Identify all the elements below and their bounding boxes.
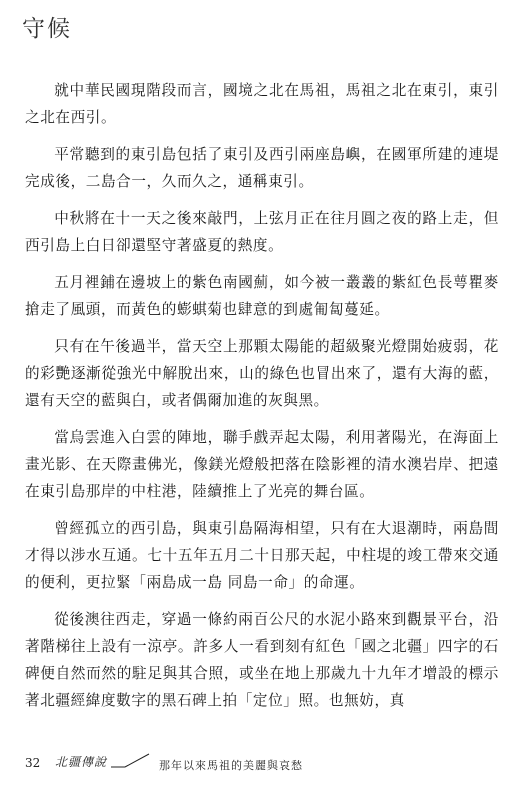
series-logo-text: 北疆傳說 bbox=[55, 755, 108, 769]
paragraph: 五月裡鋪在邊坡上的紫色南國薊，如今被一叢叢的紫紅色長萼瞿麥搶走了風頭，而黃色的蟛蜞菊也肆意的到處匍匐蔓延。 bbox=[25, 274, 499, 318]
paragraph: 只有在午後過半，當天空上那顆太陽能的超級聚光燈開始疲弱，花的彩艷逐漸從強光中解脫出來，山的綠色也冒出來了，還有大海的藍，還有天空的藍與白，或者偶爾加進的灰與黑。 bbox=[25, 338, 499, 409]
paragraph: 當烏雲進入白雲的陣地，聯手戲弄起太陽，利用著陽光，在海面上畫光影、在天際畫佛光，像鎂光燈般把落在陰影裡的清水澳岩岸、把遠在東引島那岸的中柱港，陸續推上了光亮的舞台區。 bbox=[25, 429, 499, 500]
body-text bbox=[25, 77, 499, 724]
paragraph: 從後澳往西走，穿過一條約兩百公尺的水泥小路來到觀景平台，沿著階梯往上設有一涼亭。許多人一看到刻有紅色「國之北疆」四字的石碑便自然而然的駐足與其合照，或坐在地上那歲九十九年才增設的標示著北疆經緯度數字的黑石碑上拍「定位」照。也無妨，真 bbox=[25, 611, 499, 709]
page-footer bbox=[25, 756, 499, 776]
paragraph: 中秋將在十一天之後來敲門，上弦月正在往月圓之夜的路上走，但西引島上白日卻還堅守著盛夏的熱度。 bbox=[25, 210, 499, 254]
series-logo bbox=[55, 752, 151, 772]
paragraph: 就中華民國現階段而言，國境之北在馬祖，馬祖之北在東引，東引之北在西引。 bbox=[25, 82, 499, 126]
paragraph: 平常聽到的東引島包括了東引及西引兩座島嶼，在國軍所建的連堤完成後，二島合一，久而久之，通稱東引。 bbox=[25, 146, 499, 190]
book-title: 那年以來馬祖的美麗與哀愁 bbox=[159, 759, 303, 772]
chapter-title: 守候 bbox=[22, 16, 72, 42]
paragraph: 曾經孤立的西引島，與東引島隔海相望，只有在大退潮時，兩島間才得以涉水互通。七十五年五月二十日那天起，中柱堤的竣工帶來交通的便利，更拉緊「兩島成一島 同島一命」的命運。 bbox=[25, 520, 499, 591]
logo-swash bbox=[111, 754, 149, 767]
page-number: 32 bbox=[25, 756, 41, 770]
